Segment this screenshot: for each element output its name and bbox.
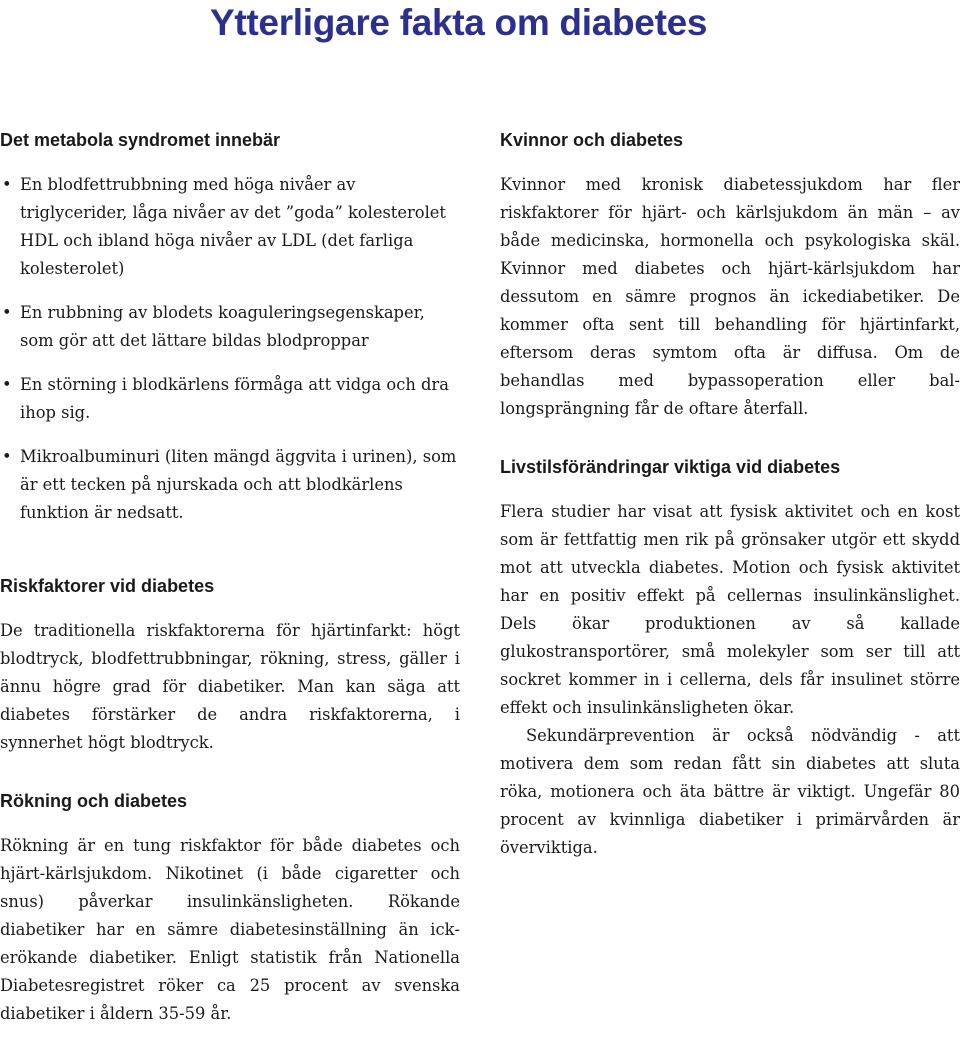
section-metabolic-syndrome — [0, 127, 460, 527]
list-item — [0, 171, 460, 283]
section-women — [500, 127, 960, 423]
heading-risk-factors: Riskfaktorer vid diabetes — [0, 576, 215, 596]
bullet-icon: • — [2, 303, 12, 322]
heading-women: Kvinnor och diabetes — [500, 130, 684, 150]
heading-lifestyle: Livstilsförändringar viktiga vid diabetes — [500, 457, 841, 477]
section-lifestyle — [500, 454, 960, 862]
list-item-text: Mikroalbuminuri (liten mängd äggvita i urinen), som är ett tecken på njurskada och att blodkärlens funktion är nedsatt. — [20, 447, 457, 522]
list-item-text: En störning i blodkärlens förmåga att vidga och dra ihop sig. — [20, 375, 449, 422]
smoking-text: Rökning är en tung riskfaktor för både diabetes och hjärt-kärlsjukdom. Nikotinet (i både cigaretter och snus) påverkar insulinkänsligheten. Rökande diabetiker har en sämre diabetesinställning än ickerökande diabetiker. Enligt statistik från Nationella Diabetesregistret röker ca 25 procent av svenska diabetiker i åldern 35-59 år. — [0, 836, 460, 1023]
bullet-icon: • — [2, 375, 12, 394]
bullet-icon: • — [2, 447, 12, 466]
list-item-text: En blodfettrubbning med höga nivåer av triglycerider, låga nivåer av det ”goda” kolesterolet HDL och ibland höga nivåer av LDL (det farliga kolesterolet) — [20, 175, 446, 278]
list-item-text: En rubbning av blodets koaguleringsegenskaper, som gör att det lättare bildas blodproppar — [20, 303, 425, 350]
left-column — [0, 127, 460, 1059]
list-item — [0, 371, 460, 427]
list-item — [0, 299, 460, 355]
list-item — [0, 443, 460, 527]
page-title: Ytterligare fakta om diabetes — [210, 2, 708, 43]
lifestyle-paragraph-2: Sekundärprevention är också nödvändig - att motivera dem som redan fått sin diabetes att sluta röka, motionera och äta bättre är viktigt. Ungefär 80 procent av kvinnliga diabetiker i primärvården är överviktiga. — [500, 726, 960, 857]
women-text: Kvinnor med kronisk diabetessjukdom har fler riskfaktorer för hjärt- och kärlsjukdom än män – av både medicinska, hormonella och psykologiska skäl. Kvinnor med diabetes och hjärt-kärlsjukdom har dessutom en sämre prognos än ickediabetiker. De kommer ofta sent till behandling för hjärtinfarkt, eftersom deras symtom ofta är diffusa. Om de behandlas med bypassoperation eller ballongsprängning får de oftare återfall. — [500, 175, 960, 418]
heading-metabolic-syndrome: Det metabola syndromet innebär — [0, 130, 281, 150]
right-column — [500, 127, 960, 893]
bullet-icon: • — [2, 175, 12, 194]
lifestyle-paragraph-1: Flera studier har visat att fysisk aktivitet och en kost som är fettfattig men rik på grönsaker utgör ett skydd mot att utveckla diabetes. Motion och fysisk aktivitet har en positiv effekt på cellernas insulinkänslighet. Dels ökar produktionen av så kallade glukostransportörer, små molekyler som ser till att sockret kommer in i cellerna, dels får insulinet större effekt och insulinkänsligheten ökar. — [500, 502, 960, 717]
section-smoking — [0, 788, 460, 1028]
metabolic-bullet-list — [0, 171, 460, 527]
section-risk-factors — [0, 573, 460, 757]
risk-factors-text: De traditionella riskfaktorerna för hjärtinfarkt: högt blodtryck, blodfettrubbningar, rökning, stress, gäller i ännu högre grad för diabetiker. Man kan säga att diabetes förstärker de andra riskfaktorerna, i synnerhet högt blodtryck. — [0, 621, 460, 752]
heading-smoking: Rökning och diabetes — [0, 791, 188, 811]
